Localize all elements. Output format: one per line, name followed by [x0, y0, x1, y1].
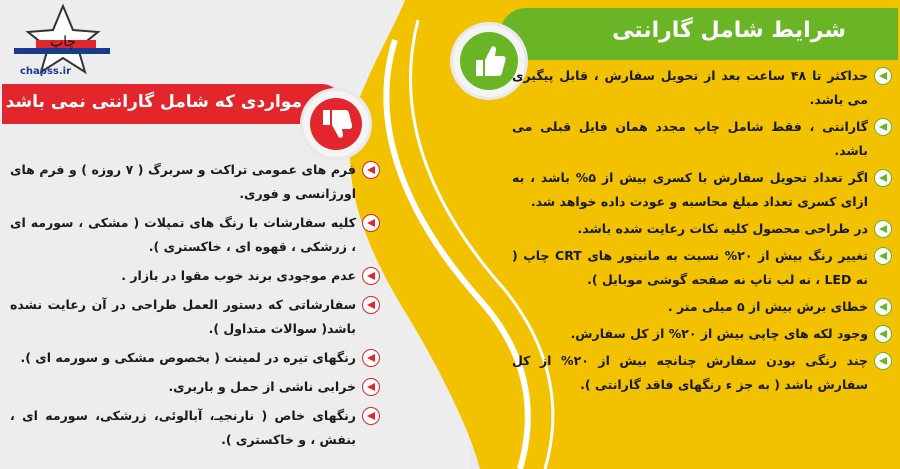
list-item-text: گارانتی ، فقط شامل چاپ مجدد همان فایل قبلی می باشد. — [512, 119, 868, 158]
list-item — [512, 244, 892, 292]
arrow-left-icon — [362, 296, 380, 314]
arrow-left-icon — [362, 378, 380, 396]
list-item — [512, 166, 892, 214]
list-item-text: تغییر رنگ بیش از ۲۰% نسبت به مانیتور های CRT چاپ ( نه LED ، نه لب تاپ نه صفحه گوشی موبایل ). — [512, 248, 868, 287]
list-item — [512, 295, 892, 319]
list-item-text: رنگهای تیره در لمینت ( بخصوص مشکی و سورمه ای ). — [20, 350, 356, 365]
arrow-left-icon — [874, 325, 892, 343]
arrow-left-icon — [362, 161, 380, 179]
list-item-text: در طراحی محصول کلیه نکات رعایت شده باشد. — [577, 221, 868, 236]
list-item — [512, 349, 892, 397]
arrow-left-icon — [874, 67, 892, 85]
list-item-text: رنگهای خاص ( نارنجیـ، آبالوئی، زرشکی، سورمه ای ، بنفش ، و خاکستری ). — [10, 408, 356, 447]
arrow-left-icon — [362, 267, 380, 285]
arrow-left-icon — [874, 220, 892, 238]
arrow-left-icon — [874, 298, 892, 316]
exclusions-badge — [300, 88, 372, 160]
list-item — [10, 211, 380, 259]
thumbs-down-icon — [310, 98, 362, 150]
list-item-text: حداکثر تا ۴۸ ساعت بعد از تحویل سفارش ، قابل پیگیری می باشد. — [512, 68, 868, 107]
exclusions-title: مواردی که شامل گارانتی نمی باشد — [2, 84, 342, 124]
exclusions-list — [10, 158, 380, 457]
arrow-left-icon — [362, 349, 380, 367]
list-item — [512, 322, 892, 346]
svg-text:چاپ: چاپ — [49, 34, 77, 50]
list-item-text: خرابی ناشی از حمل و باربری. — [168, 379, 356, 394]
list-item-text: چند رنگی بودن سفارش چنانچه بیش از ۲۰% از کل سفارش باشد ( به جز ء رنگهای فاقد گارانتی ). — [512, 353, 868, 392]
list-item-text: اگر تعداد تحویل سفارش با کسری بیش از ۵% باشد ، به ازای کسری تعداد مبلغ محاسبه و عودت داده خواهد شد. — [512, 170, 868, 209]
list-item — [10, 158, 380, 206]
list-item-text: وجود لکه های چاپی بیش از ۲۰% از کل سفارش. — [570, 326, 868, 341]
list-item — [512, 64, 892, 112]
list-item — [10, 293, 380, 341]
arrow-left-icon — [874, 352, 892, 370]
list-item — [10, 404, 380, 452]
list-item — [512, 217, 892, 241]
arrow-left-icon — [874, 169, 892, 187]
list-item-text: سفارشاتی که دستور العمل طراحی در آن رعایت نشده باشد( سوالات متداول ). — [10, 297, 356, 336]
guarantee-title: شرایط شامل گارانتی — [500, 8, 898, 60]
guarantee-list — [512, 64, 892, 400]
site-url[interactable]: chapss.ir — [20, 66, 72, 77]
list-item — [10, 346, 380, 370]
arrow-left-icon — [362, 214, 380, 232]
list-item-text: کلیه سفارشات با رنگ های تمپلات ( مشکی ، سورمه ای ، زرشکی ، قهوه ای ، خاکستری ). — [10, 215, 356, 254]
list-item — [10, 375, 380, 399]
list-item — [512, 115, 892, 163]
list-item-text: عدم موجودی برند خوب مقوا در بازار . — [121, 268, 356, 283]
thumbs-up-icon — [460, 32, 518, 90]
list-item — [10, 264, 380, 288]
list-item-text: فرم های عمومی تراکت و سربرگ ( ۷ روزه ) و فرم های اورژانسی و فوری. — [10, 162, 356, 201]
arrow-left-icon — [874, 247, 892, 265]
arrow-left-icon — [874, 118, 892, 136]
list-item-text: خطای برش بیش از ۵ میلی متر . — [667, 299, 868, 314]
arrow-left-icon — [362, 407, 380, 425]
